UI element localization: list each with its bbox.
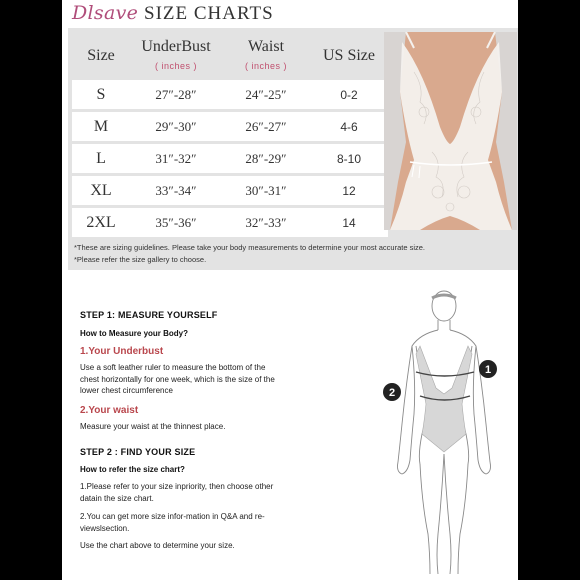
marker-2-label: 2 — [388, 387, 396, 399]
waist-cell: 32″-33″ — [222, 208, 310, 237]
sizing-guideline-note: *These are sizing guidelines. Please take your body measurements to determine your most accurate size. — [74, 243, 426, 252]
header — [62, 0, 518, 28]
size-cell: 2XL — [72, 208, 130, 237]
marker-1-label: 1 — [484, 364, 492, 376]
step2-question: How to refer the size chart? — [80, 465, 185, 474]
waist-cell: 24″-25″ — [222, 80, 310, 109]
us-size-cell: 0-2 — [310, 80, 388, 109]
tip-1 — [80, 481, 273, 504]
underbust-heading: 1.Your Underbust — [80, 346, 164, 357]
size-gallery-note: *Please refer the size gallery to choose. — [74, 255, 207, 264]
waist-cell: 30″-31″ — [222, 176, 310, 205]
body-measurement-figure — [380, 284, 510, 580]
waist-heading: 2.Your waist — [80, 405, 139, 416]
size-cell: S — [72, 80, 130, 109]
underbust-text-line: Use a soft leather ruler to measure the bottom of the — [80, 363, 266, 372]
underbust-text-line: lower chest circumference — [80, 386, 173, 395]
waist-cell: 26″-27″ — [222, 112, 310, 141]
column-header-size: Size — [87, 47, 115, 64]
underbust-cell: 31″-32″ — [130, 144, 222, 173]
table-row — [72, 208, 388, 237]
underbust-instructions — [80, 362, 275, 397]
size-cell: L — [72, 144, 130, 173]
us-size-cell: 14 — [310, 208, 388, 237]
step2-title: STEP 2 : FIND YOUR SIZE — [80, 447, 196, 457]
step1-title: STEP 1: MEASURE YOURSELF — [80, 310, 218, 320]
tip-line: 2.You can get more size infor-mation in Q&A and re- — [80, 512, 265, 521]
underbust-cell: 29″-30″ — [130, 112, 222, 141]
size-cell: M — [72, 112, 130, 141]
underbust-cell: 27″-28″ — [130, 80, 222, 109]
brand-logo: Dlsave — [72, 2, 139, 24]
tip-2 — [80, 511, 265, 534]
underbust-cell: 33″-34″ — [130, 176, 222, 205]
table-row — [72, 112, 388, 141]
column-header-waist: Waist ( inches ) — [222, 35, 310, 77]
underbust-unit: ( inches ) — [154, 60, 197, 71]
column-header-us-size: US Size — [323, 47, 375, 64]
us-size-cell: 4-6 — [310, 112, 388, 141]
underbust-text-line: chest horizontally for one week, which is the size of the — [80, 374, 275, 384]
underbust-cell: 35″-36″ — [130, 208, 222, 237]
table-row — [72, 144, 388, 173]
table-header-row — [72, 35, 388, 77]
waist-instructions: Measure your waist at the thinnest place. — [80, 422, 226, 431]
us-size-cell: 8-10 — [310, 144, 388, 173]
size-table — [72, 32, 388, 240]
us-size-cell: 12 — [310, 176, 388, 205]
size-cell: XL — [72, 176, 130, 205]
table-row — [72, 80, 388, 109]
tip-line: 1.Please refer to your size inpriority, then choose other — [80, 482, 274, 491]
product-photo — [384, 32, 517, 230]
page-title: SIZE CHARTS — [144, 3, 274, 24]
column-header-underbust: UnderBust ( inches ) — [130, 35, 222, 77]
final-instruction: Use the chart above to determine your size. — [80, 541, 235, 550]
size-table-section — [68, 28, 518, 270]
waist-unit: ( inches ) — [244, 60, 287, 71]
tip-line: datain the size chart. — [80, 493, 154, 503]
step1-question: How to Measure your Body? — [80, 329, 189, 338]
size-chart-panel — [62, 0, 518, 580]
waist-cell: 28″-29″ — [222, 144, 310, 173]
table-row — [72, 176, 388, 205]
tip-line: viewslsection. — [80, 523, 130, 533]
